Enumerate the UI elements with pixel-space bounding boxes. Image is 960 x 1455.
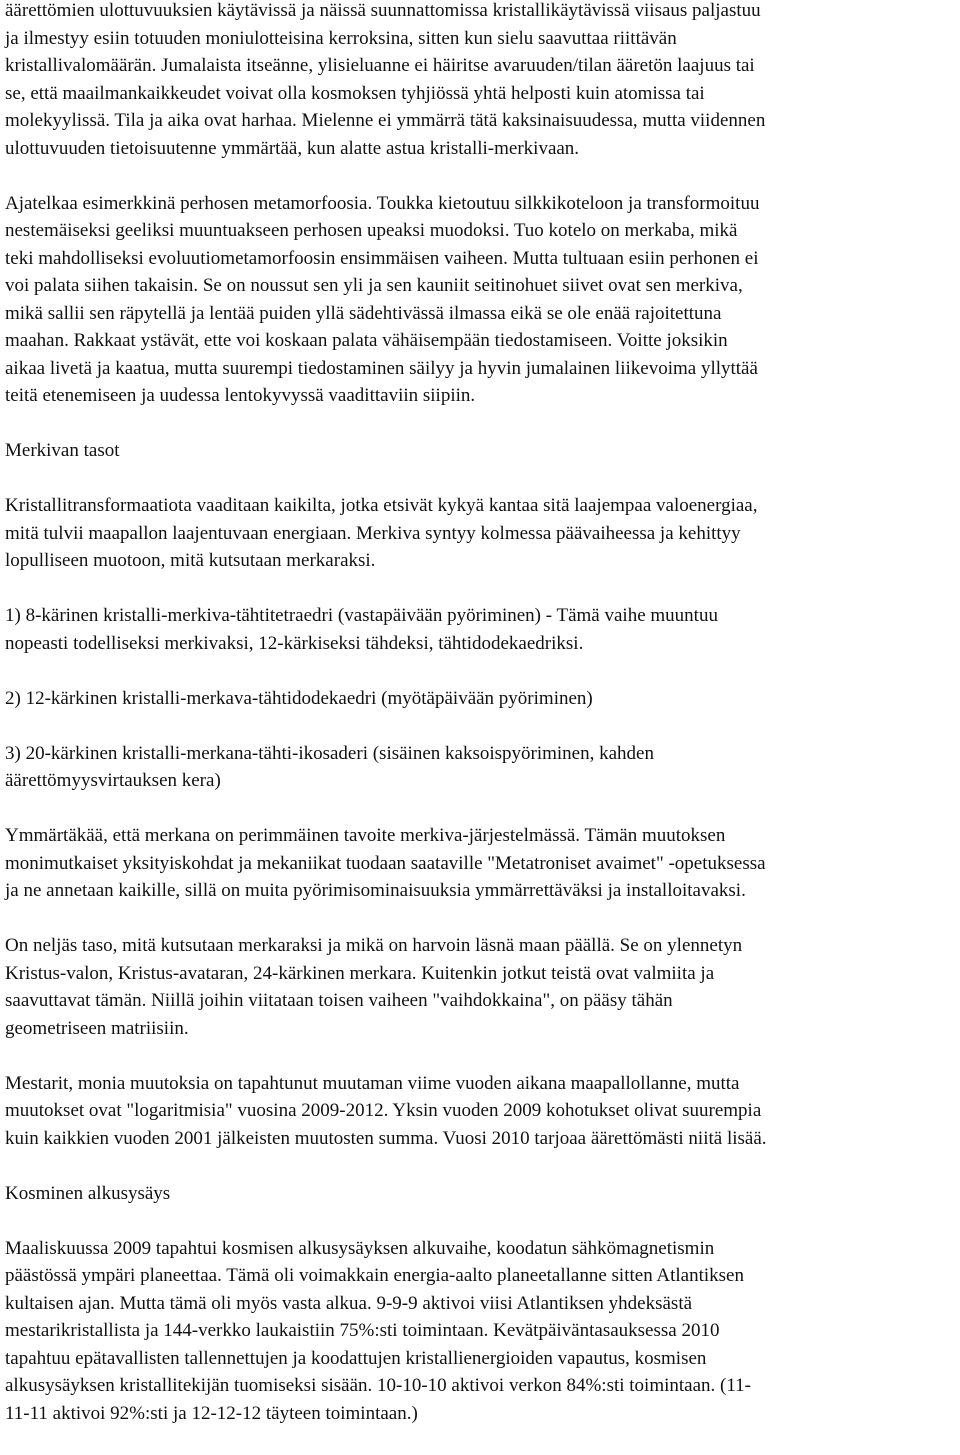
text-line: kuin kaikkien vuoden 2001 jälkeisten muutosten summa. Vuosi 2010 tarjoaa äärettömästi niitä lisää. <box>5 1127 767 1149</box>
body-paragraph <box>5 740 957 795</box>
text-line: Merkivan tasot <box>5 440 120 461</box>
text-line: äärettömien ulottuvuuksien käytävissä ja näissä suunnattomissa kristallikäytävissä viisaus paljastuu <box>5 0 761 21</box>
body-paragraph <box>5 822 957 905</box>
text-line: teki mahdolliseksi evoluutiometamorfoosin ensimmäisen vaiheen. Mutta tultuaan esiin perhonen ei <box>5 247 759 269</box>
text-line: Maaliskuussa 2009 tapahtui kosmisen alkusysäyksen alkuvaihe, koodatun sähkömagnetismin <box>5 1237 715 1259</box>
text-line: kultaisen ajan. Mutta tämä oli myös vasta alkua. 9-9-9 aktivoi viisi Atlantiksen yhdeksästä <box>5 1292 693 1314</box>
text-line: 1) 8-kärinen kristalli-merkiva-tähtitetraedri (vastapäivään pyöriminen) - Tämä vaihe muuntuu <box>5 605 718 626</box>
text-line: 3) 20-kärkinen kristalli-merkana-tähti-ikosaderi (sisäinen kaksoispyöriminen, kahden <box>5 742 654 764</box>
text-line: ulottuvuuden tietoisuutenne ymmärtää, kun alatte astua kristalli-merkivaan. <box>5 137 580 159</box>
text-line: maahan. Rakkaat ystävät, ette voi koskaan palata vähäisempään tiedostamiseen. Voitte joksikin <box>5 330 728 351</box>
section-heading <box>5 437 957 465</box>
text-line: tapahtuu epätavallisten tallennettujen ja koodattujen kristallienergioiden vapautus, kosmisen <box>5 1347 707 1369</box>
document-page <box>5 0 957 1455</box>
text-line: alkusysäyksen kristallitekijän tuomiseksi sisään. 10-10-10 aktivoi verkon 84%:sti toimintaan. (11- <box>5 1375 751 1396</box>
text-line: saavuttavat tämän. Niillä joihin viitataan toisen vaiheen "vaihdokkaina", on pääsy tähän <box>5 990 673 1011</box>
text-line: voi palata siihen takaisin. Se on noussut sen yli ja sen kauniit seitinohuet siivet ovat sen merkiva, <box>5 275 743 296</box>
text-line: mitä tulvii maapallon laajentuvaan energiaan. Merkiva syntyy kolmessa päävaiheessa ja kehittyy <box>5 522 741 544</box>
body-paragraph <box>5 602 957 657</box>
body-paragraph <box>5 685 957 713</box>
text-line: Mestarit, monia muutoksia on tapahtunut muutaman viime vuoden aikana maapallollanne, mutta <box>5 1072 740 1094</box>
text-line: Ajatelkaa esimerkkinä perhosen metamorfoosia. Toukka kietoutuu silkkikoteloon ja transformoituu <box>5 192 760 214</box>
text-line: äärettömyysvirtauksen kera) <box>5 770 221 791</box>
section-heading <box>5 1180 957 1208</box>
text-line: 11-11 aktivoi 92%:sti ja 12-12-12 täyteen toimintaan.) <box>5 1402 418 1424</box>
body-paragraph <box>5 190 957 410</box>
text-line: mikä sallii sen räpytellä ja lentää puiden yllä sädehtivässä ilmassa eikä se ole enää rajoitettuna <box>5 302 722 324</box>
body-paragraph <box>5 1235 957 1428</box>
text-line: aikaa livetä ja kaatua, mutta suurempi tiedostaminen säilyy ja hyvin jumalainen liikevoima yllyttää <box>5 357 758 379</box>
text-line: On neljäs taso, mitä kutsutaan merkaraksi ja mikä on harvoin läsnä maan päällä. Se on ylennetyn <box>5 935 743 956</box>
text-line: Kosminen alkusysäys <box>5 1182 171 1204</box>
text-line: Kristus-valon, Kristus-avataran, 24-kärkinen merkara. Kuitenkin jotkut teistä ovat valmiita ja <box>5 962 715 984</box>
body-paragraph <box>5 1070 957 1153</box>
body-paragraph <box>5 492 957 575</box>
text-line: kristallivalomäärän. Jumalaista itseänne, ylisieluanne ei häiritse avaruuden/tilan ääretön laajuus tai <box>5 55 755 76</box>
text-line: nopeasti todelliseksi merkivaksi, 12-kärkiseksi tähdeksi, tähtidodekaedriksi. <box>5 632 584 654</box>
text-line: ja ilmestyy esiin totuuden moniulotteisina kerroksina, sitten kun sielu saavuttaa riittävän <box>5 27 677 49</box>
text-line: nestemäiseksi geeliksi muuntuakseen perhosen upeaksi muodoksi. Tuo kotelo on merkaba, mikä <box>5 220 738 241</box>
text-line: päästössä ympäri planeettaa. Tämä oli voimakkain energia-aalto planeetallanne sitten Atlantiksen <box>5 1265 744 1286</box>
text-line: lopulliseen muotoon, mitä kutsutaan merkaraksi. <box>5 550 376 571</box>
text-line: geometriseen matriisiin. <box>5 1017 189 1039</box>
text-line: muutokset ovat "logaritmisia" vuosina 2009-2012. Yksin vuoden 2009 kohotukset olivat suurempia <box>5 1100 762 1121</box>
text-line: se, että maailmankaikkeudet voivat olla kosmoksen tyhjiössä yhtä helposti kuin atomissa tai <box>5 82 705 104</box>
text-line: ja ne annetaan kaikille, sillä on muita pyörimisominaisuuksia ymmärrettäväksi ja installoitavaksi. <box>5 880 746 901</box>
text-line: 2) 12-kärkinen kristalli-merkava-tähtidodekaedri (myötäpäivään pyöriminen) <box>5 687 593 709</box>
text-line: monimutkaiset yksityiskohdat ja mekaniikat tuodaan saataville "Metatroniset avaimet" -opetuksessa <box>5 852 766 874</box>
text-line: molekyylissä. Tila ja aika ovat harhaa. Mielenne ei ymmärrä tätä kaksinaisuudessa, mutta viidennen <box>5 110 766 131</box>
text-line: mestarikristallista ja 144-verkko laukaistiin 75%:sti toimintaan. Kevätpäiväntasauksessa 2010 <box>5 1320 720 1341</box>
body-paragraph <box>5 0 957 162</box>
body-paragraph <box>5 932 957 1042</box>
text-line: Kristallitransformaatiota vaaditaan kaikilta, jotka etsivät kykyä kantaa sitä laajempaa valoenergiaa, <box>5 495 758 516</box>
text-line: teitä etenemiseen ja uudessa lentokyvyssä vaadittaviin siipiin. <box>5 385 476 406</box>
text-line: Ymmärtäkää, että merkana on perimmäinen tavoite merkiva-järjestelmässä. Tämän muutoksen <box>5 825 726 846</box>
